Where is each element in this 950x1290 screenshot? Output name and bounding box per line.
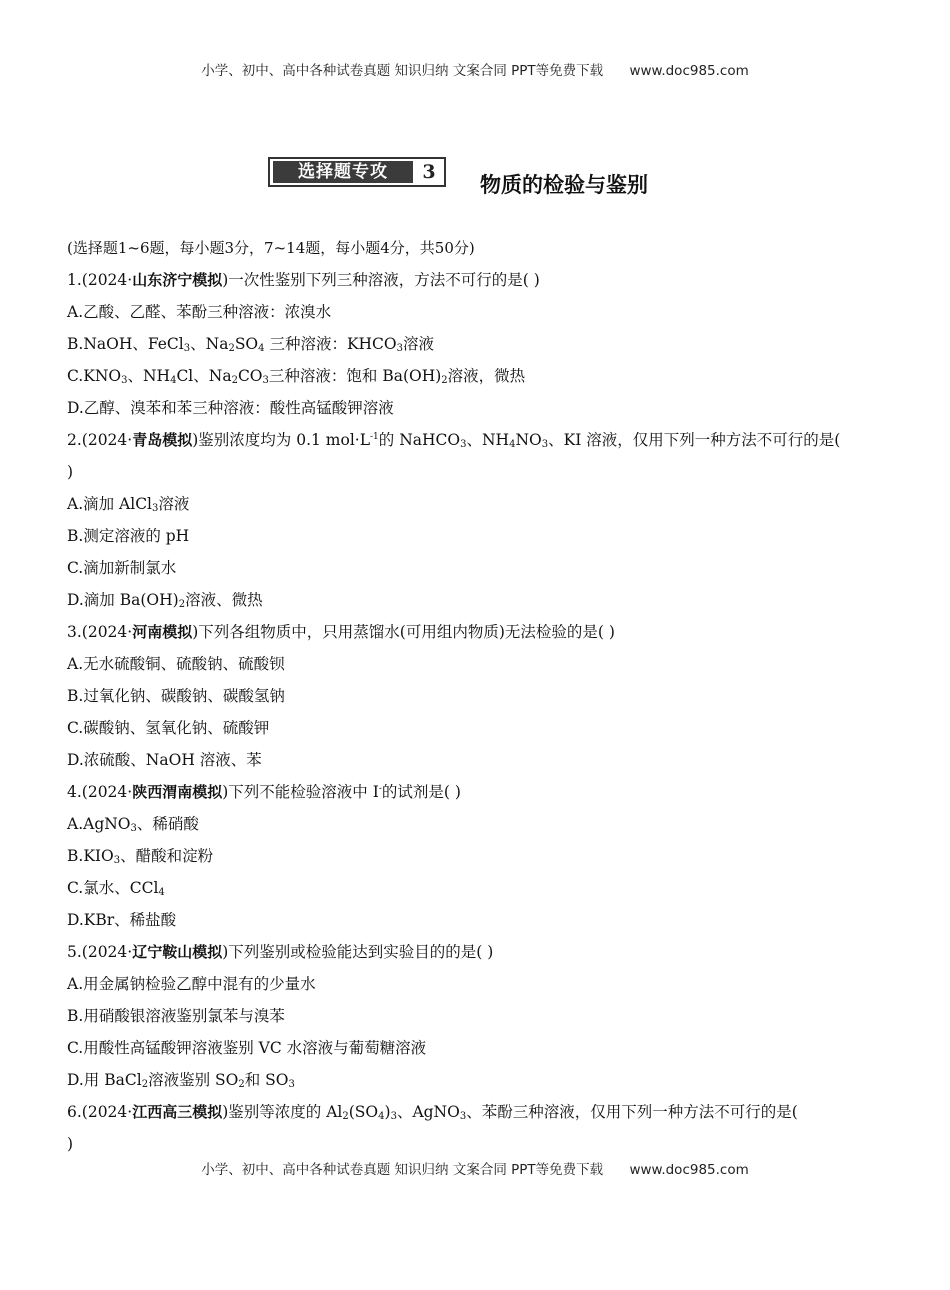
- question-source: 江西高三模拟: [132, 1103, 223, 1121]
- question-3-option-a: A.无水硫酸铜、硫酸钠、硫酸钡: [67, 655, 285, 673]
- question-1-option-b: B.NaOH、FeCl$_3$、$Na_2SO_4$ 三种溶液：$KHCO_3$溶液: [67, 335, 434, 354]
- question-1-stem: 1.(2024·山东济宁模拟)一次性鉴别下列三种溶液，方法不可行的是( ): [67, 271, 540, 289]
- footer-url[interactable]: www.doc985.com: [629, 1162, 749, 1178]
- header-url[interactable]: www.doc985.com: [629, 63, 749, 79]
- question-1-option-d: D.乙醇、溴苯和苯三种溶液：酸性高锰酸钾溶液: [67, 399, 394, 417]
- question-source: 山东济宁模拟: [132, 271, 223, 289]
- question-5-option-b: B.用硝酸银溶液鉴别氯苯与溴苯: [67, 1007, 285, 1025]
- question-5-option-a: A.用金属钠检验乙醇中混有的少量水: [67, 975, 316, 993]
- question-6-stem: 6.(2024·江西高三模拟)鉴别等浓度的 $Al_2(SO_4)_3$、AgNO$_3$、苯酚三种溶液，仅用下列一种方法不可行的是(: [67, 1103, 798, 1122]
- question-source: 河南模拟: [132, 623, 193, 641]
- section-title: [268, 157, 728, 201]
- question-2-option-b: B.测定溶液的 pH: [67, 527, 190, 545]
- page-footer: [0, 1158, 950, 1178]
- question-list: [67, 232, 887, 1160]
- question-4-option-d: D.KBr、稀盐酸: [67, 911, 177, 929]
- question-1-option-a: A.乙酸、乙醛、苯酚三种溶液：浓溴水: [67, 303, 332, 321]
- header-text: 小学、初中、高中各种试卷真题 知识归纳 文案合同 PPT等免费下载: [201, 63, 604, 79]
- question-3-option-b: B.过氧化钠、碳酸钠、碳酸氢钠: [67, 687, 285, 705]
- question-source: 辽宁鞍山模拟: [132, 943, 223, 961]
- question-5-option-c: C.用酸性高锰酸钾溶液鉴别 VC 水溶液与葡萄糖溶液: [67, 1039, 427, 1057]
- question-2-option-d: D.滴加 $Ba(OH)_2$溶液、微热: [67, 591, 263, 610]
- question-3-option-d: D.浓硫酸、NaOH 溶液、苯: [67, 751, 262, 769]
- question-2-stem: 2.(2024·青岛模拟)鉴别浓度均为 0.1 $mol\cdot L^{-1}$的 NaHCO$_3$、$NH_4NO_3$、KI 溶液，仅用下列一种方法不可行的是(: [67, 431, 841, 450]
- question-5-stem: 5.(2024·辽宁鞍山模拟)下列鉴别或检验能达到实验目的的是( ): [67, 943, 494, 961]
- question-4-option-a: A.AgNO$_3$、稀硝酸: [67, 815, 199, 834]
- score-intro: (选择题1~6题，每小题3分，7~14题，每小题4分，共50分): [67, 239, 475, 257]
- question-4-option-c: C.氯水、CCl$_4$: [67, 879, 165, 898]
- badge-number: 3: [422, 161, 436, 183]
- question-3-option-c: C.碳酸钠、氢氧化钠、硫酸钾: [67, 719, 270, 737]
- question-2-stem-cont: ): [67, 463, 74, 481]
- question-4-option-b: $B.KIO_3$、醋酸和淀粉: [67, 847, 214, 866]
- question-3-stem: 3.(2024·河南模拟)下列各组物质中，只用蒸馏水(可用组内物质)无法检验的是( ): [67, 623, 615, 641]
- question-source: 陕西渭南模拟: [132, 783, 223, 801]
- question-2-option-c: C.滴加新制氯水: [67, 559, 177, 577]
- question-4-stem: 4.(2024·陕西渭南模拟)下列不能检验溶液中 I-的试剂是( ): [67, 783, 461, 801]
- question-6-stem-cont: ): [67, 1135, 74, 1153]
- badge-label: 选择题专攻: [273, 161, 413, 183]
- page-header: [0, 59, 950, 79]
- section-badge: [268, 157, 446, 187]
- question-source: 青岛模拟: [132, 431, 193, 449]
- question-2-option-a: A.滴加 AlCl$_3$溶液: [67, 495, 190, 514]
- question-1-option-c: $C.KNO_3$、$NH_4Cl$、$Na_2CO_3$三种溶液：饱和 $Ba(OH)_2$溶液，微热: [67, 367, 526, 386]
- footer-text: 小学、初中、高中各种试卷真题 知识归纳 文案合同 PPT等免费下载: [201, 1162, 604, 1178]
- page-title: 物质的检验与鉴别: [480, 173, 648, 197]
- question-5-option-d: D.用 BaCl$_2$溶液鉴别 $SO_2$和 $SO_3$: [67, 1071, 295, 1090]
